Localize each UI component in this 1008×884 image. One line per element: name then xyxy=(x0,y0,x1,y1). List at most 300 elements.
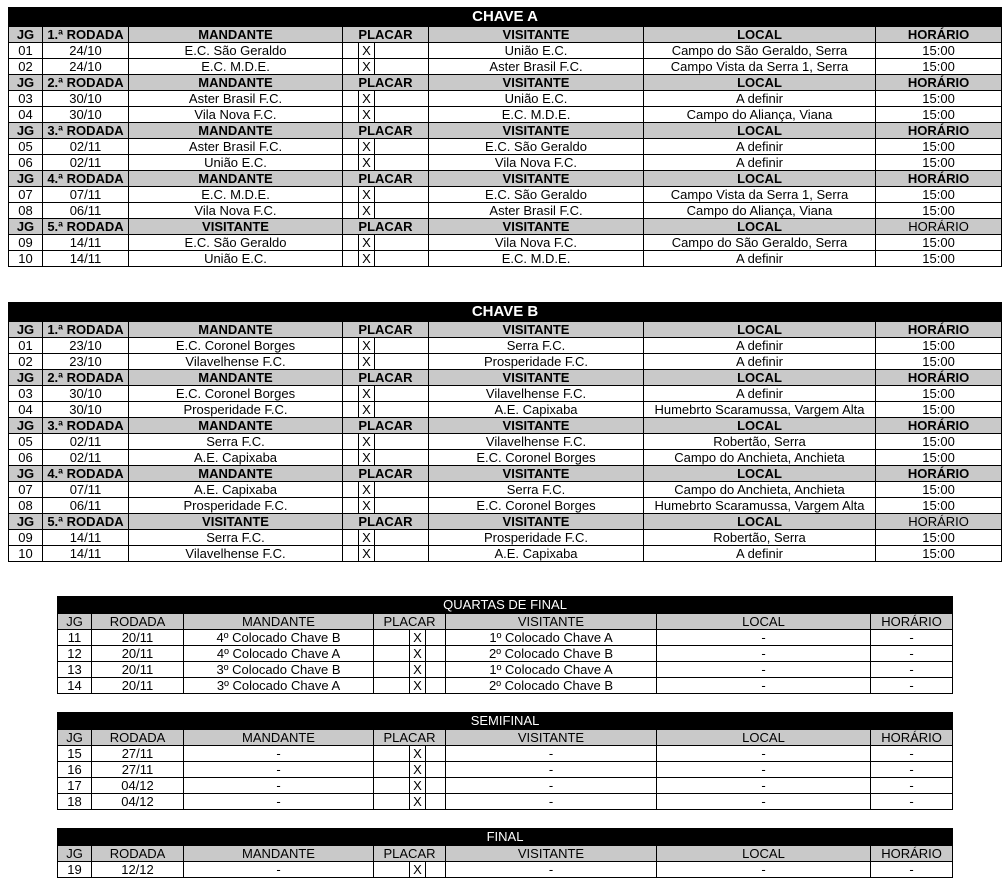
game-time: - xyxy=(871,794,953,810)
score-away xyxy=(375,91,429,107)
game-time: 15:00 xyxy=(876,155,1002,171)
game-time: 15:00 xyxy=(876,434,1002,450)
score-separator: X xyxy=(359,386,375,402)
away-team: União E.C. xyxy=(429,43,644,59)
score-away xyxy=(426,862,446,878)
score-separator: X xyxy=(359,450,375,466)
home-team: E.C. Coronel Borges xyxy=(129,386,343,402)
group-title-row xyxy=(9,303,1002,322)
score-away xyxy=(375,386,429,402)
header-mandante: VISITANTE xyxy=(129,514,343,530)
game-time: 15:00 xyxy=(876,482,1002,498)
round-label: 3.ª RODADA xyxy=(43,418,129,434)
header-visitante: VISITANTE xyxy=(429,75,644,91)
game-date: 20/11 xyxy=(92,662,184,678)
game-time: - xyxy=(871,746,953,762)
home-team: - xyxy=(184,794,374,810)
score-home xyxy=(374,778,410,794)
score-home xyxy=(343,155,359,171)
game-date: 20/11 xyxy=(92,678,184,694)
game-date: 07/11 xyxy=(43,482,129,498)
table-row xyxy=(58,778,953,794)
semifinal-section xyxy=(57,712,952,810)
header-placar: PLACAR xyxy=(343,75,429,91)
table-row xyxy=(9,139,1002,155)
away-team: Vilavelhense F.C. xyxy=(429,434,644,450)
game-number: 07 xyxy=(9,482,43,498)
game-number: 10 xyxy=(9,546,43,562)
game-local: A definir xyxy=(644,546,876,562)
header-horario: HORÁRIO xyxy=(876,466,1002,482)
game-number: 04 xyxy=(9,402,43,418)
away-team: A.E. Capixaba xyxy=(429,546,644,562)
game-date: 30/10 xyxy=(43,107,129,123)
header-horario: HORÁRIO xyxy=(876,370,1002,386)
score-away xyxy=(426,794,446,810)
header-jg: JG xyxy=(9,418,43,434)
score-away xyxy=(375,235,429,251)
away-team: Vila Nova F.C. xyxy=(429,155,644,171)
group-title: CHAVE B xyxy=(9,303,1002,322)
away-team: - xyxy=(446,778,657,794)
stage-header-row xyxy=(58,730,953,746)
game-date: 06/11 xyxy=(43,203,129,219)
score-separator: X xyxy=(410,862,426,878)
away-team: Aster Brasil F.C. xyxy=(429,59,644,75)
game-number: 07 xyxy=(9,187,43,203)
game-time: - xyxy=(871,678,953,694)
home-team: A.E. Capixaba xyxy=(129,482,343,498)
header-horario: HORÁRIO xyxy=(876,171,1002,187)
game-time: - xyxy=(871,862,953,878)
final-table xyxy=(57,828,953,878)
score-home xyxy=(343,338,359,354)
header-local: LOCAL xyxy=(657,614,871,630)
home-team: 3º Colocado Chave A xyxy=(184,678,374,694)
game-date: 30/10 xyxy=(43,386,129,402)
game-date: 02/11 xyxy=(43,155,129,171)
header-mandante: MANDANTE xyxy=(129,171,343,187)
game-time: - xyxy=(871,646,953,662)
score-home xyxy=(343,546,359,562)
score-home xyxy=(343,434,359,450)
header-local: LOCAL xyxy=(644,466,876,482)
table-row xyxy=(9,434,1002,450)
game-date: 06/11 xyxy=(43,498,129,514)
header-placar: PLACAR xyxy=(374,730,446,746)
header-mandante: MANDANTE xyxy=(129,418,343,434)
header-mandante: MANDANTE xyxy=(184,846,374,862)
table-row xyxy=(9,203,1002,219)
game-number: 15 xyxy=(58,746,92,762)
header-visitante: VISITANTE xyxy=(429,514,644,530)
game-time: 15:00 xyxy=(876,354,1002,370)
score-home xyxy=(343,235,359,251)
game-number: 03 xyxy=(9,91,43,107)
score-away xyxy=(375,59,429,75)
score-away xyxy=(375,546,429,562)
stage-title: QUARTAS DE FINAL xyxy=(58,597,953,614)
header-mandante: MANDANTE xyxy=(184,730,374,746)
game-number: 12 xyxy=(58,646,92,662)
quartas-table xyxy=(57,596,953,694)
header-local: LOCAL xyxy=(644,418,876,434)
game-date: 24/10 xyxy=(43,43,129,59)
header-jg: JG xyxy=(9,27,43,43)
header-mandante: MANDANTE xyxy=(129,123,343,139)
score-away xyxy=(375,338,429,354)
header-mandante: MANDANTE xyxy=(129,322,343,338)
header-jg: JG xyxy=(9,123,43,139)
round-header-row xyxy=(9,171,1002,187)
score-home xyxy=(374,862,410,878)
score-home xyxy=(343,482,359,498)
home-team: Vilavelhense F.C. xyxy=(129,546,343,562)
header-placar: PLACAR xyxy=(343,27,429,43)
score-separator: X xyxy=(410,662,426,678)
away-team: E.C. São Geraldo xyxy=(429,187,644,203)
game-local: A definir xyxy=(644,251,876,267)
game-time: - xyxy=(871,662,953,678)
away-team: 2º Colocado Chave B xyxy=(446,678,657,694)
header-visitante: VISITANTE xyxy=(429,27,644,43)
home-team: - xyxy=(184,862,374,878)
header-placar: PLACAR xyxy=(343,123,429,139)
away-team: 1º Colocado Chave A xyxy=(446,630,657,646)
table-row xyxy=(58,794,953,810)
score-separator: X xyxy=(359,187,375,203)
game-local: Campo do Anchieta, Anchieta xyxy=(644,482,876,498)
score-home xyxy=(374,678,410,694)
score-home xyxy=(343,43,359,59)
semifinal-table xyxy=(57,712,953,810)
score-home xyxy=(343,187,359,203)
header-horario: HORÁRIO xyxy=(876,514,1002,530)
home-team: Prosperidade F.C. xyxy=(129,498,343,514)
home-team: 3º Colocado Chave B xyxy=(184,662,374,678)
header-placar: PLACAR xyxy=(343,322,429,338)
game-local: - xyxy=(657,794,871,810)
round-header-row xyxy=(9,418,1002,434)
table-row xyxy=(9,498,1002,514)
header-placar: PLACAR xyxy=(374,614,446,630)
header-mandante: MANDANTE xyxy=(129,75,343,91)
score-separator: X xyxy=(410,646,426,662)
score-home xyxy=(343,107,359,123)
score-home xyxy=(343,59,359,75)
header-visitante: VISITANTE xyxy=(429,418,644,434)
score-home xyxy=(343,498,359,514)
stage-title-row xyxy=(58,713,953,730)
game-number: 08 xyxy=(9,203,43,219)
score-separator: X xyxy=(410,778,426,794)
game-date: 23/10 xyxy=(43,338,129,354)
away-team: Serra F.C. xyxy=(429,482,644,498)
game-local: - xyxy=(657,646,871,662)
round-label: 5.ª RODADA xyxy=(43,514,129,530)
home-team: E.C. Coronel Borges xyxy=(129,338,343,354)
header-local: LOCAL xyxy=(644,75,876,91)
home-team: Vilavelhense F.C. xyxy=(129,354,343,370)
game-time: 15:00 xyxy=(876,386,1002,402)
game-date: 14/11 xyxy=(43,235,129,251)
round-header-row xyxy=(9,123,1002,139)
table-row xyxy=(58,678,953,694)
score-home xyxy=(374,746,410,762)
header-jg: JG xyxy=(58,846,92,862)
game-local: - xyxy=(657,762,871,778)
home-team: Vila Nova F.C. xyxy=(129,107,343,123)
table-row xyxy=(9,187,1002,203)
away-team: 1º Colocado Chave A xyxy=(446,662,657,678)
stage-title: FINAL xyxy=(58,829,953,846)
final-section xyxy=(57,828,952,878)
game-date: 04/12 xyxy=(92,778,184,794)
header-mandante: MANDANTE xyxy=(129,27,343,43)
header-mandante: VISITANTE xyxy=(129,219,343,235)
away-team: - xyxy=(446,862,657,878)
game-time: 15:00 xyxy=(876,251,1002,267)
home-team: E.C. São Geraldo xyxy=(129,235,343,251)
game-number: 01 xyxy=(9,43,43,59)
table-row xyxy=(9,450,1002,466)
round-label: 5.ª RODADA xyxy=(43,219,129,235)
score-home xyxy=(374,630,410,646)
home-team: - xyxy=(184,778,374,794)
game-number: 18 xyxy=(58,794,92,810)
group-title: CHAVE A xyxy=(9,8,1002,27)
score-home xyxy=(343,354,359,370)
game-time: 15:00 xyxy=(876,530,1002,546)
round-label: 1.ª RODADA xyxy=(43,322,129,338)
header-mandante: MANDANTE xyxy=(129,370,343,386)
game-date: 02/11 xyxy=(43,139,129,155)
score-away xyxy=(375,107,429,123)
round-header-row xyxy=(9,219,1002,235)
score-separator: X xyxy=(359,251,375,267)
game-time: 15:00 xyxy=(876,402,1002,418)
round-header-row xyxy=(9,466,1002,482)
group-title-row xyxy=(9,8,1002,27)
game-time: 15:00 xyxy=(876,498,1002,514)
score-separator: X xyxy=(410,794,426,810)
round-label: 3.ª RODADA xyxy=(43,123,129,139)
stage-header-row xyxy=(58,614,953,630)
game-local: - xyxy=(657,862,871,878)
chave-b-table xyxy=(8,302,1002,562)
header-jg: JG xyxy=(9,466,43,482)
header-jg: JG xyxy=(9,171,43,187)
game-local: A definir xyxy=(644,139,876,155)
game-date: 07/11 xyxy=(43,187,129,203)
score-separator: X xyxy=(410,762,426,778)
away-team: E.C. Coronel Borges xyxy=(429,450,644,466)
game-time: 15:00 xyxy=(876,203,1002,219)
header-visitante: VISITANTE xyxy=(429,219,644,235)
header-placar: PLACAR xyxy=(343,466,429,482)
header-local: LOCAL xyxy=(644,514,876,530)
table-row xyxy=(9,482,1002,498)
table-row xyxy=(58,646,953,662)
home-team: - xyxy=(184,746,374,762)
header-jg: JG xyxy=(9,322,43,338)
stage-title-row xyxy=(58,829,953,846)
score-away xyxy=(426,746,446,762)
score-home xyxy=(343,203,359,219)
score-away xyxy=(426,778,446,794)
table-row xyxy=(58,630,953,646)
score-away xyxy=(375,187,429,203)
game-number: 08 xyxy=(9,498,43,514)
header-local: LOCAL xyxy=(657,730,871,746)
game-local: Campo Vista da Serra 1, Serra xyxy=(644,187,876,203)
header-mandante: MANDANTE xyxy=(129,466,343,482)
header-rodada: RODADA xyxy=(92,846,184,862)
home-team: União E.C. xyxy=(129,155,343,171)
game-local: - xyxy=(657,678,871,694)
away-team: A.E. Capixaba xyxy=(429,402,644,418)
game-local: A definir xyxy=(644,91,876,107)
game-number: 11 xyxy=(58,630,92,646)
table-row xyxy=(58,662,953,678)
game-time: - xyxy=(871,630,953,646)
header-placar: PLACAR xyxy=(343,219,429,235)
game-local: - xyxy=(657,778,871,794)
game-local: Humebrto Scaramussa, Vargem Alta xyxy=(644,402,876,418)
table-row xyxy=(9,235,1002,251)
header-local: LOCAL xyxy=(644,123,876,139)
home-team: E.C. M.D.E. xyxy=(129,187,343,203)
header-local: LOCAL xyxy=(644,171,876,187)
header-mandante: MANDANTE xyxy=(184,614,374,630)
game-local: - xyxy=(657,746,871,762)
away-team: 2º Colocado Chave B xyxy=(446,646,657,662)
score-away xyxy=(426,646,446,662)
home-team: A.E. Capixaba xyxy=(129,450,343,466)
header-placar: PLACAR xyxy=(343,514,429,530)
home-team: Prosperidade F.C. xyxy=(129,402,343,418)
home-team: 4º Colocado Chave A xyxy=(184,646,374,662)
round-header-row xyxy=(9,370,1002,386)
game-time: 15:00 xyxy=(876,187,1002,203)
score-home xyxy=(343,139,359,155)
table-row xyxy=(9,338,1002,354)
game-date: 30/10 xyxy=(43,91,129,107)
score-separator: X xyxy=(410,746,426,762)
away-team: - xyxy=(446,746,657,762)
score-away xyxy=(375,434,429,450)
game-number: 17 xyxy=(58,778,92,794)
game-date: 24/10 xyxy=(43,59,129,75)
round-label: 4.ª RODADA xyxy=(43,171,129,187)
score-away xyxy=(375,402,429,418)
header-horario: HORÁRIO xyxy=(871,614,953,630)
game-date: 02/11 xyxy=(43,434,129,450)
score-separator: X xyxy=(359,91,375,107)
table-row xyxy=(9,91,1002,107)
score-away xyxy=(426,762,446,778)
score-separator: X xyxy=(359,482,375,498)
home-team: E.C. São Geraldo xyxy=(129,43,343,59)
header-visitante: VISITANTE xyxy=(446,730,657,746)
game-date: 12/12 xyxy=(92,862,184,878)
header-horario: HORÁRIO xyxy=(876,418,1002,434)
game-local: - xyxy=(657,662,871,678)
header-local: LOCAL xyxy=(644,219,876,235)
home-team: União E.C. xyxy=(129,251,343,267)
game-number: 06 xyxy=(9,450,43,466)
score-separator: X xyxy=(410,630,426,646)
score-away xyxy=(375,155,429,171)
table-row xyxy=(58,762,953,778)
header-jg: JG xyxy=(58,614,92,630)
game-date: 27/11 xyxy=(92,746,184,762)
game-date: 14/11 xyxy=(43,251,129,267)
game-number: 16 xyxy=(58,762,92,778)
home-team: Serra F.C. xyxy=(129,434,343,450)
score-away xyxy=(375,139,429,155)
game-date: 14/11 xyxy=(43,530,129,546)
round-label: 2.ª RODADA xyxy=(43,75,129,91)
header-visitante: VISITANTE xyxy=(429,322,644,338)
game-number: 04 xyxy=(9,107,43,123)
score-away xyxy=(375,354,429,370)
quartas-section xyxy=(57,596,952,694)
game-local: Campo do Anchieta, Anchieta xyxy=(644,450,876,466)
game-number: 02 xyxy=(9,59,43,75)
game-number: 05 xyxy=(9,434,43,450)
score-separator: X xyxy=(359,235,375,251)
round-header-row xyxy=(9,27,1002,43)
score-away xyxy=(375,530,429,546)
score-separator: X xyxy=(359,155,375,171)
game-number: 05 xyxy=(9,139,43,155)
table-row xyxy=(9,354,1002,370)
game-local: A definir xyxy=(644,386,876,402)
header-jg: JG xyxy=(9,75,43,91)
game-date: 20/11 xyxy=(92,630,184,646)
score-home xyxy=(374,794,410,810)
header-jg: JG xyxy=(9,514,43,530)
game-local: - xyxy=(657,630,871,646)
score-away xyxy=(426,662,446,678)
score-separator: X xyxy=(359,434,375,450)
score-home xyxy=(343,530,359,546)
header-horario: HORÁRIO xyxy=(876,27,1002,43)
away-team: Vila Nova F.C. xyxy=(429,235,644,251)
header-horario: HORÁRIO xyxy=(876,75,1002,91)
score-home xyxy=(343,402,359,418)
score-home xyxy=(374,762,410,778)
score-separator: X xyxy=(359,203,375,219)
game-date: 04/12 xyxy=(92,794,184,810)
score-separator: X xyxy=(359,402,375,418)
table-row xyxy=(9,107,1002,123)
game-local: A definir xyxy=(644,354,876,370)
game-number: 13 xyxy=(58,662,92,678)
table-row xyxy=(9,59,1002,75)
header-visitante: VISITANTE xyxy=(446,846,657,862)
game-number: 19 xyxy=(58,862,92,878)
away-team: União E.C. xyxy=(429,91,644,107)
header-visitante: VISITANTE xyxy=(446,614,657,630)
score-separator: X xyxy=(359,546,375,562)
score-home xyxy=(374,662,410,678)
game-number: 02 xyxy=(9,354,43,370)
game-date: 14/11 xyxy=(43,546,129,562)
table-row xyxy=(9,386,1002,402)
score-home xyxy=(343,450,359,466)
